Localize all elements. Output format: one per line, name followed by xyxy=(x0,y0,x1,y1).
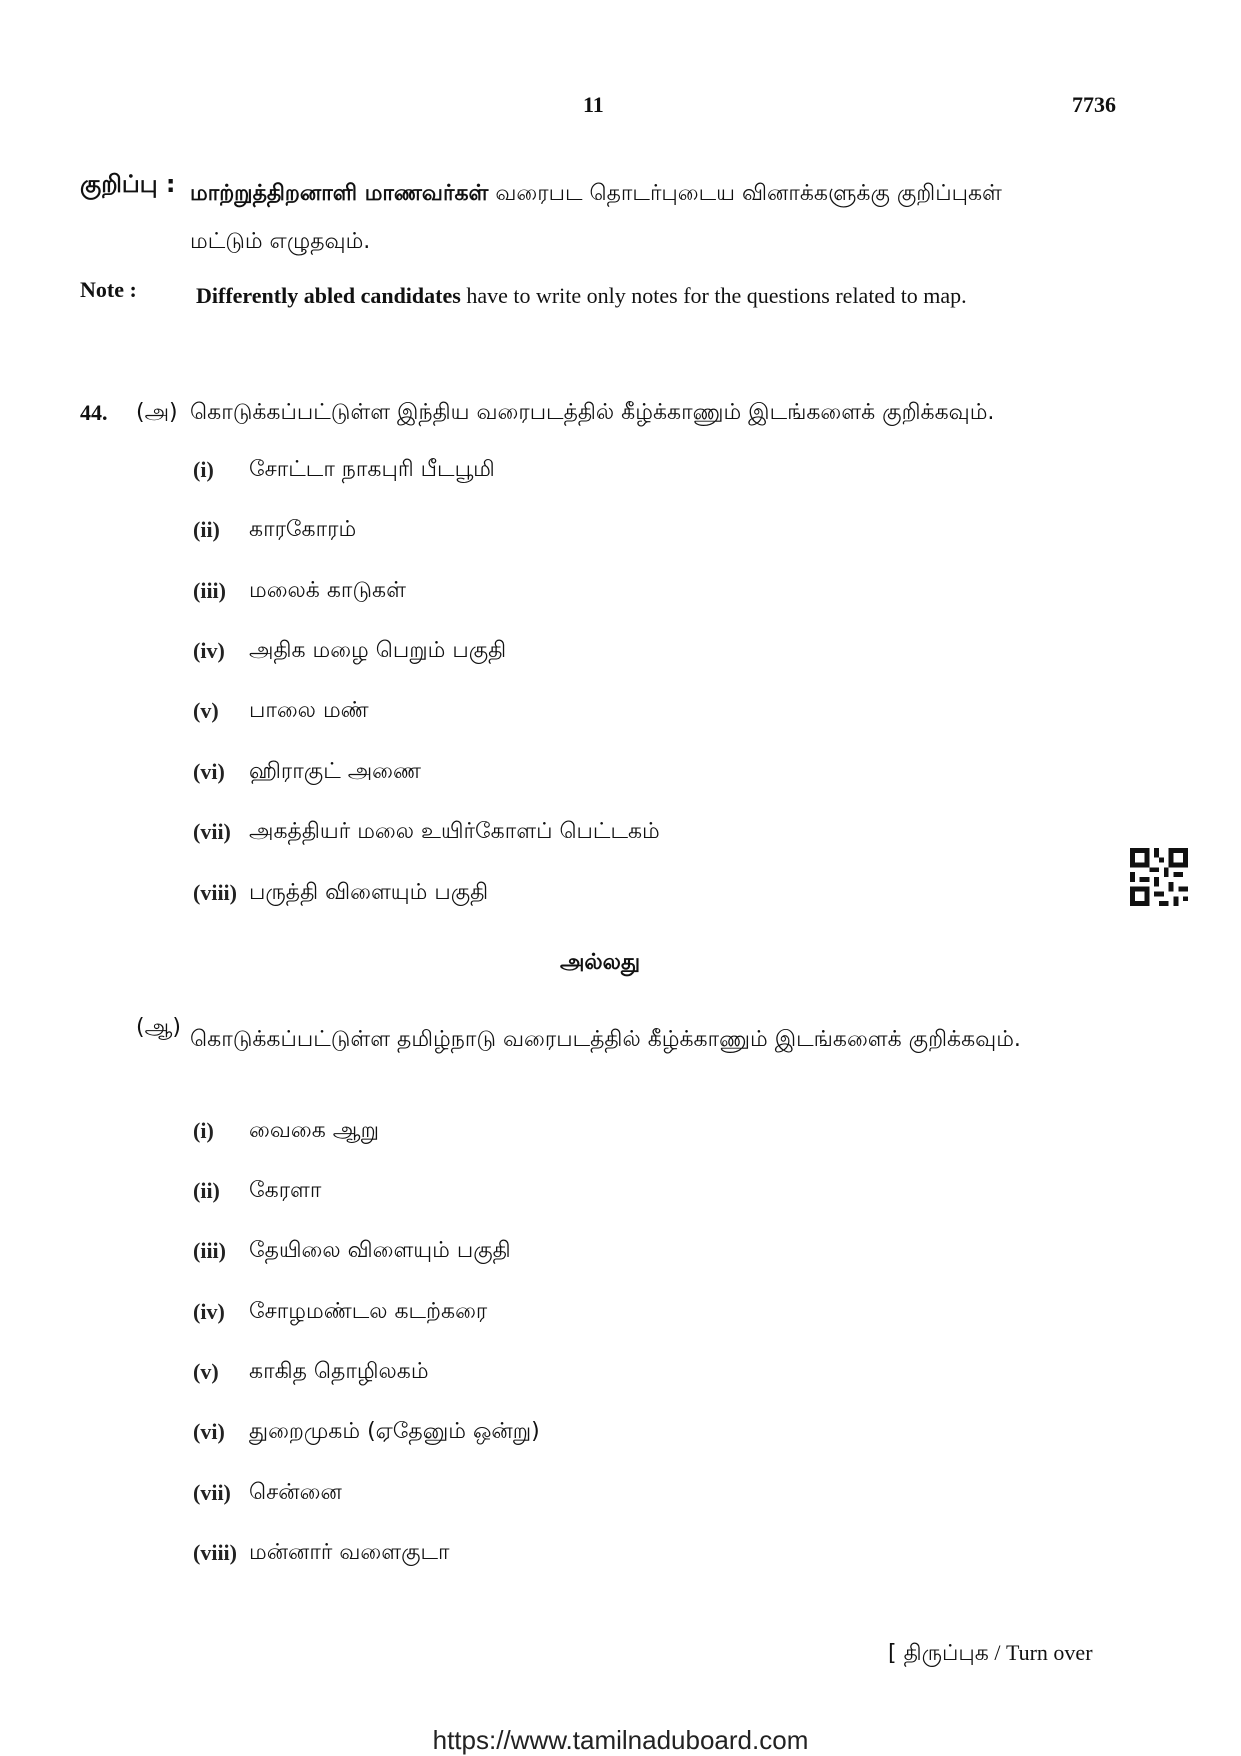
note-tamil-label: குறிப்பு : xyxy=(80,170,176,198)
part-a-instruction: கொடுக்கப்பட்டுள்ள இந்திய வரைபடத்தில் கீழ்க்காணும் இடங்களைக் குறிக்கவும். xyxy=(190,400,995,425)
turn-over-separator: / xyxy=(988,1640,1006,1665)
item-text: வைகை ஆறு xyxy=(249,1118,379,1143)
or-divider: அல்லது xyxy=(559,950,641,975)
note-english-rest: have to write only notes for the questions related to map. xyxy=(460,283,967,308)
item-number: (ii) xyxy=(193,517,220,542)
question-number: 44. xyxy=(80,400,108,425)
item-number: (iv) xyxy=(193,1299,225,1324)
item-text: பாலை மண் xyxy=(249,698,369,723)
part-b-instruction: கொடுக்கப்பட்டுள்ள தமிழ்நாடு வரைபடத்தில் கீழ்க்காணும் இடங்களைக் குறிக்கவும். xyxy=(190,1027,1021,1052)
item-number: (iii) xyxy=(193,578,226,603)
note-english-label: Note : xyxy=(80,277,137,302)
page-number: 11 xyxy=(583,92,604,117)
turn-over-tamil: [ திருப்புக xyxy=(888,1641,989,1666)
item-number: (v) xyxy=(193,698,219,723)
note-english-bold: Differently abled candidates xyxy=(196,283,461,308)
item-number: (viii) xyxy=(193,1540,237,1565)
turn-over-english: Turn over xyxy=(1005,1640,1093,1665)
item-text: தேயிலை விளையும் பகுதி xyxy=(249,1238,511,1263)
note-tamil-rest: வரைபட தொடர்புடைய வினாக்களுக்கு குறிப்புகள் மட்டும் எழுதவும். xyxy=(190,181,1002,254)
item-text: ஹிராகுட் அணை xyxy=(249,759,421,784)
website-url: https://www.tamilnaduboard.com xyxy=(432,1725,809,1755)
item-number: (vi) xyxy=(193,1419,225,1444)
item-text: மன்னார் வளைகுடா xyxy=(249,1540,450,1565)
item-number: (i) xyxy=(193,457,214,482)
item-number: (iii) xyxy=(193,1238,226,1263)
item-text: சோட்டா நாகபுரி பீடபூமி xyxy=(249,457,495,482)
qr-code-icon xyxy=(1130,848,1188,906)
item-text: காகித தொழிலகம் xyxy=(249,1359,429,1384)
item-number: (vi) xyxy=(193,759,225,784)
item-number: (ii) xyxy=(193,1178,220,1203)
item-number: (v) xyxy=(193,1359,219,1384)
item-text: மலைக் காடுகள் xyxy=(249,578,406,603)
note-tamil-text xyxy=(190,170,1070,266)
note-english-text xyxy=(196,277,1070,315)
item-text: பருத்தி விளையும் பகுதி xyxy=(249,880,489,905)
turn-over-note xyxy=(888,1640,1093,1669)
part-b-label: (ஆ) xyxy=(136,1015,181,1040)
note-tamil-bold: மாற்றுத்திறனாளி மாணவர்கள் xyxy=(190,181,489,206)
item-text: காரகோரம் xyxy=(249,517,357,542)
item-number: (vii) xyxy=(193,1480,231,1505)
item-text: அகத்தியர் மலை உயிர்கோளப் பெட்டகம் xyxy=(249,819,660,844)
item-text: சென்னை xyxy=(249,1480,342,1505)
item-number: (iv) xyxy=(193,638,225,663)
part-a-label: (அ) xyxy=(136,400,178,425)
item-number: (viii) xyxy=(193,880,237,905)
paper-code: 7736 xyxy=(1072,92,1116,117)
item-text: துறைமுகம் (ஏதேனும் ஒன்று) xyxy=(249,1419,540,1444)
item-text: அதிக மழை பெறும் பகுதி xyxy=(249,638,507,663)
item-text: சோழமண்டல கடற்கரை xyxy=(249,1299,488,1324)
item-number: (i) xyxy=(193,1118,214,1143)
item-text: கேரளா xyxy=(249,1178,322,1203)
item-number: (vii) xyxy=(193,819,231,844)
